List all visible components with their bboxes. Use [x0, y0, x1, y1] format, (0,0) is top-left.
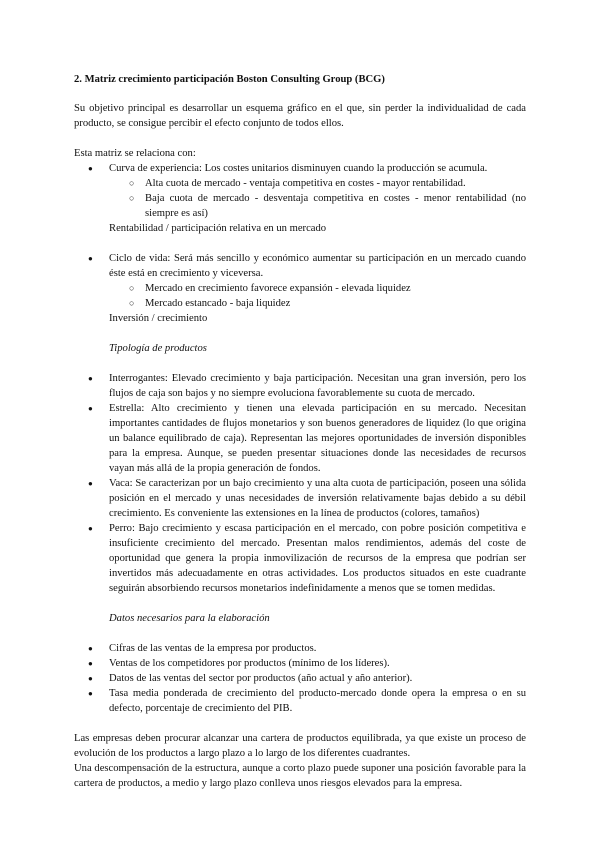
closing-paragraph: Las empresas deben procurar alcanzar una cartera de productos equilibrada, ya que existe un proceso de evolución de los productos a largo plazo a lo largo de los diferentes cuadrantes. [74, 733, 526, 759]
relation-summary: Rentabilidad / participación relativa en un mercado [109, 223, 327, 234]
section-heading: 2. Matriz crecimiento participación Boston Consulting Group (BCG) [74, 74, 385, 85]
intro-paragraph: Su objetivo principal es desarrollar un esquema gráfico en el que, sin perder la individualidad de cada producto, se consigue percibir el efecto conjunto de todos ellos. [74, 103, 526, 129]
list-item: ● Interrogantes: Elevado crecimiento y baja participación. Necesitan una gran inversión, pero los flujos de caja son bajos y no siempre evoluciona favorablemente su cuota de mercado. [74, 371, 526, 401]
sub-list-item: ○ Mercado estancado - baja liquidez [109, 296, 526, 311]
relation-text: Ciclo de vida: Será más sencillo y económico aumentar su participación en un mercado cuando éste está en crecimiento y viceversa. [109, 253, 526, 279]
typology-title: Tipología de productos [109, 343, 207, 354]
data-title: Datos necesarios para la elaboración [109, 613, 270, 624]
list-item [74, 161, 526, 221]
closing-paragraph: Una descompensación de la estructura, aunque a corto plazo puede suponer una posición favorable para la cartera de productos, a medio y largo plazo conlleva unos riesgos elevados para la empresa. [74, 763, 526, 789]
sublist [109, 176, 526, 221]
list-item: ● Estrella: Alto crecimiento y tienen una elevada participación en su mercado. Necesitan importantes cantidades de flujos monetarios y son buenos generadores de liquidez (lo que origina un balance equilibrado de caja). Representan las mejores oportunidades de inversión disponibles para la empresa. Aunque, se pueden presentar situaciones donde las necesidades de recursos vayan más allá de la propia generación de fondos. [74, 401, 526, 476]
data-list [74, 641, 526, 716]
sublist [109, 281, 526, 311]
relation-text: Curva de experiencia: Los costes unitarios disminuyen cuando la producción se acumula. [109, 163, 488, 174]
relation-summary: Inversión / crecimiento [109, 313, 208, 324]
relations-list [74, 251, 526, 311]
sub-list-item: ○ Alta cuota de mercado - ventaja competitiva en costes - mayor rentabilidad. [109, 176, 526, 191]
list-item: ● Datos de las ventas del sector por productos (año actual y año anterior). [74, 671, 526, 686]
list-item: ● Ventas de los competidores por productos (mínimo de los líderes). [74, 656, 526, 671]
sub-list-item: ○ Baja cuota de mercado - desventaja competitiva en costes - menor rentabilidad (no siempre es así) [109, 191, 526, 221]
sub-list-item: ○ Mercado en crecimiento favorece expansión - elevada liquidez [109, 281, 526, 296]
typology-list [74, 371, 526, 596]
list-item: ● Tasa media ponderada de crecimiento del producto-mercado donde opera la empresa o en su defecto, porcentaje de crecimiento del PIB. [74, 686, 526, 716]
relations-list [74, 161, 526, 221]
relation-intro: Esta matriz se relaciona con: [74, 148, 196, 159]
list-item: ● Cifras de las ventas de la empresa por productos. [74, 641, 526, 656]
list-item: ● Perro: Bajo crecimiento y escasa participación en el mercado, con pobre posición competitiva e insuficiente crecimiento del mercado. Presentan malos rendimientos, además del coste de oportunidad que genera la propia inmovilización de recursos de la empresa que podrían ser invertidos más adecuadamente en otras actividades. Los productos situados en este cuadrante seguirán absorbiendo recursos monetarios indefinidamente a menos que se tomen medidas. [74, 521, 526, 596]
list-item [74, 251, 526, 311]
list-item: ● Vaca: Se caracterizan por un bajo crecimiento y una alta cuota de participación, poseen una sólida posición en el mercado y unas necesidades de inversión relativamente bajas debido a su débil crecimiento. Es conveniente las extensiones en la línea de productos (colores, tamaños) [74, 476, 526, 521]
document-body [74, 72, 526, 791]
